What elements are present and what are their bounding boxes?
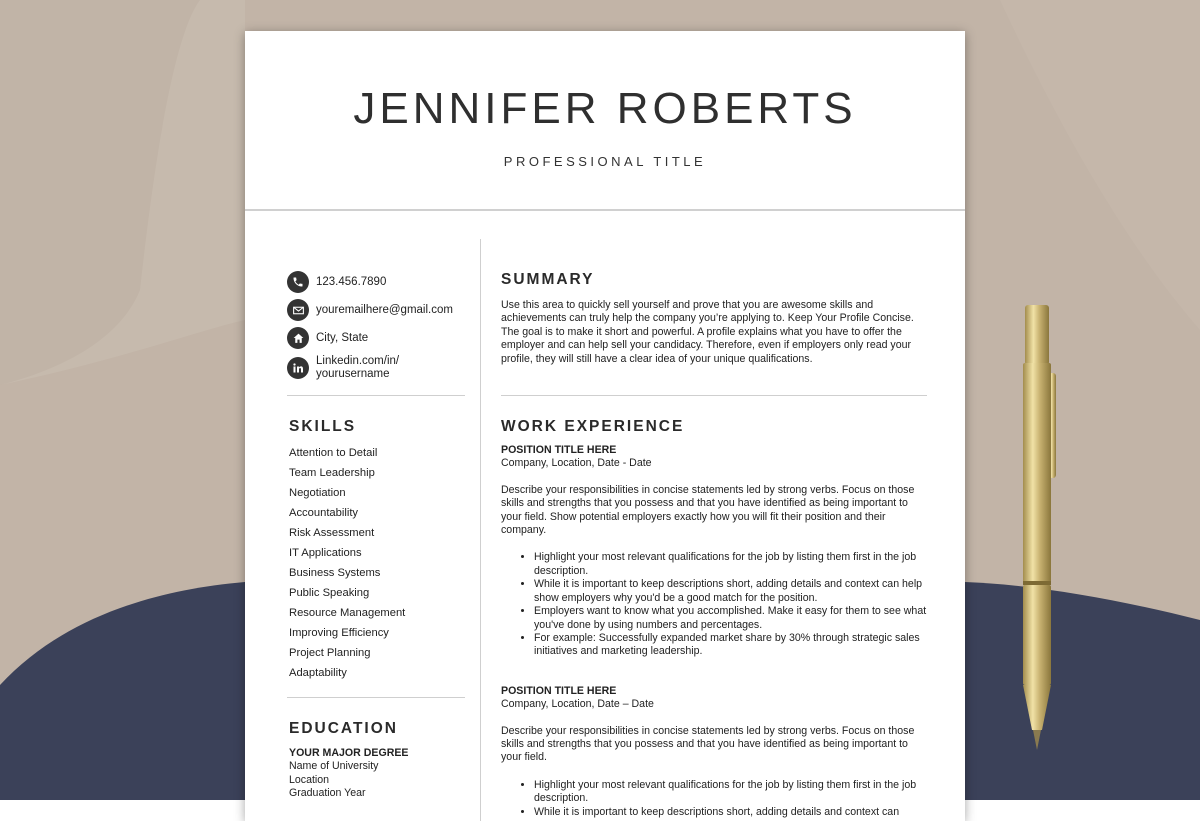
skill-item: IT Applications bbox=[289, 547, 362, 559]
home-icon bbox=[287, 327, 309, 349]
skill-item: Public Speaking bbox=[289, 587, 370, 599]
job-bullet: • While it is important to keep descriptions short, adding details and context can bbox=[534, 806, 927, 819]
phone-number: 123.456.7890 bbox=[316, 275, 387, 288]
job-bullet: • Employers want to know what you accomplished. Make it easy for them to see what you've done by using numbers and percentages. bbox=[534, 605, 927, 632]
job-bullets bbox=[501, 779, 927, 819]
skills-list bbox=[289, 443, 465, 683]
university: Name of University bbox=[289, 760, 379, 773]
job-company: Company, Location, Date - Date bbox=[501, 457, 652, 470]
email-address: youremailhere@gmail.com bbox=[316, 303, 453, 316]
column-divider bbox=[480, 239, 481, 821]
linkedin-url bbox=[316, 355, 399, 381]
job-bullet: • Highlight your most relevant qualifications for the job by listing them first in the job description. bbox=[534, 779, 927, 806]
job-bullet: • Highlight your most relevant qualifications for the job by listing them first in the job description. bbox=[534, 551, 927, 578]
skill-item: Business Systems bbox=[289, 567, 381, 579]
job-description: Describe your responsibilities in concise statements led by strong verbs. Focus on those skills and strengths that you possess and that you have identified as being important to your field. bbox=[501, 724, 915, 764]
skill-item: Adaptability bbox=[289, 667, 347, 679]
skill-item: Resource Management bbox=[289, 607, 406, 619]
skill-item: Accountability bbox=[289, 507, 359, 519]
professional-title: PROFESSIONAL TITLE bbox=[503, 154, 707, 169]
summary-heading: SUMMARY bbox=[501, 271, 595, 288]
email-icon bbox=[287, 299, 309, 321]
job-company: Company, Location, Date – Date bbox=[501, 698, 654, 711]
divider bbox=[287, 395, 465, 396]
right-column bbox=[501, 239, 927, 819]
contact-phone bbox=[287, 271, 465, 293]
contact-location bbox=[287, 327, 465, 349]
summary-text: Use this area to quickly sell yourself and prove that you are awesome skills and achievements can truly help the company you’re applying to. Keep Your Profile Concise. The goal is to make it short and powerful. A profile explains what you have to offer the employer and can help sell your candidacy. Therefore, even if employers only read your profile, they will still have a clear idea of your unique qualifications. bbox=[501, 299, 914, 365]
contact-email bbox=[287, 299, 465, 321]
phone-icon bbox=[287, 271, 309, 293]
skill-item: Improving Efficiency bbox=[289, 627, 389, 639]
job-bullet: • For example: Successfully expanded market share by 30% through strategic sales initiatives and marketing leadership. bbox=[534, 632, 927, 659]
linkedin-line-2: yourusername bbox=[316, 368, 390, 380]
pen-icon bbox=[1020, 305, 1060, 755]
skill-item: Attention to Detail bbox=[289, 447, 378, 459]
skill-item: Negotiation bbox=[289, 487, 346, 499]
education-location: Location bbox=[289, 773, 330, 786]
skill-item: Risk Assessment bbox=[289, 527, 375, 539]
skills-heading: SKILLS bbox=[289, 418, 357, 435]
contact-linkedin bbox=[287, 355, 465, 381]
city-state: City, State bbox=[316, 331, 369, 344]
degree: YOUR MAJOR DEGREE bbox=[289, 747, 409, 759]
job-entry bbox=[501, 444, 927, 659]
job-entry bbox=[501, 685, 927, 819]
job-description: Describe your responsibilities in concise statements led by strong verbs. Focus on those skills and strengths that you possess and that you have identified as being important to your field. Show potential employers exactly how you will fit their position and their company. bbox=[501, 483, 915, 537]
resume-page bbox=[245, 31, 965, 821]
job-bullet: • While it is important to keep descriptions short, adding details and context can help show employers why you'd be a good match for the position. bbox=[534, 578, 927, 605]
skill-item: Project Planning bbox=[289, 647, 371, 659]
linkedin-icon bbox=[287, 357, 309, 379]
job-position: POSITION TITLE HERE bbox=[501, 684, 617, 697]
education-block bbox=[289, 747, 465, 801]
resume-header bbox=[245, 31, 965, 211]
skill-item: Team Leadership bbox=[289, 467, 375, 479]
linkedin-line-1: Linkedin.com/in/ bbox=[316, 355, 400, 367]
jobs-list bbox=[501, 444, 927, 819]
candidate-name: JENNIFER ROBERTS bbox=[353, 84, 857, 133]
education-heading: EDUCATION bbox=[289, 720, 398, 737]
divider bbox=[287, 697, 465, 698]
graduation-year: Graduation Year bbox=[289, 787, 366, 800]
left-column bbox=[287, 239, 465, 801]
job-position: POSITION TITLE HERE bbox=[501, 444, 617, 457]
work-experience-heading: WORK EXPERIENCE bbox=[501, 418, 685, 436]
job-bullets bbox=[501, 551, 927, 658]
divider bbox=[501, 395, 927, 396]
